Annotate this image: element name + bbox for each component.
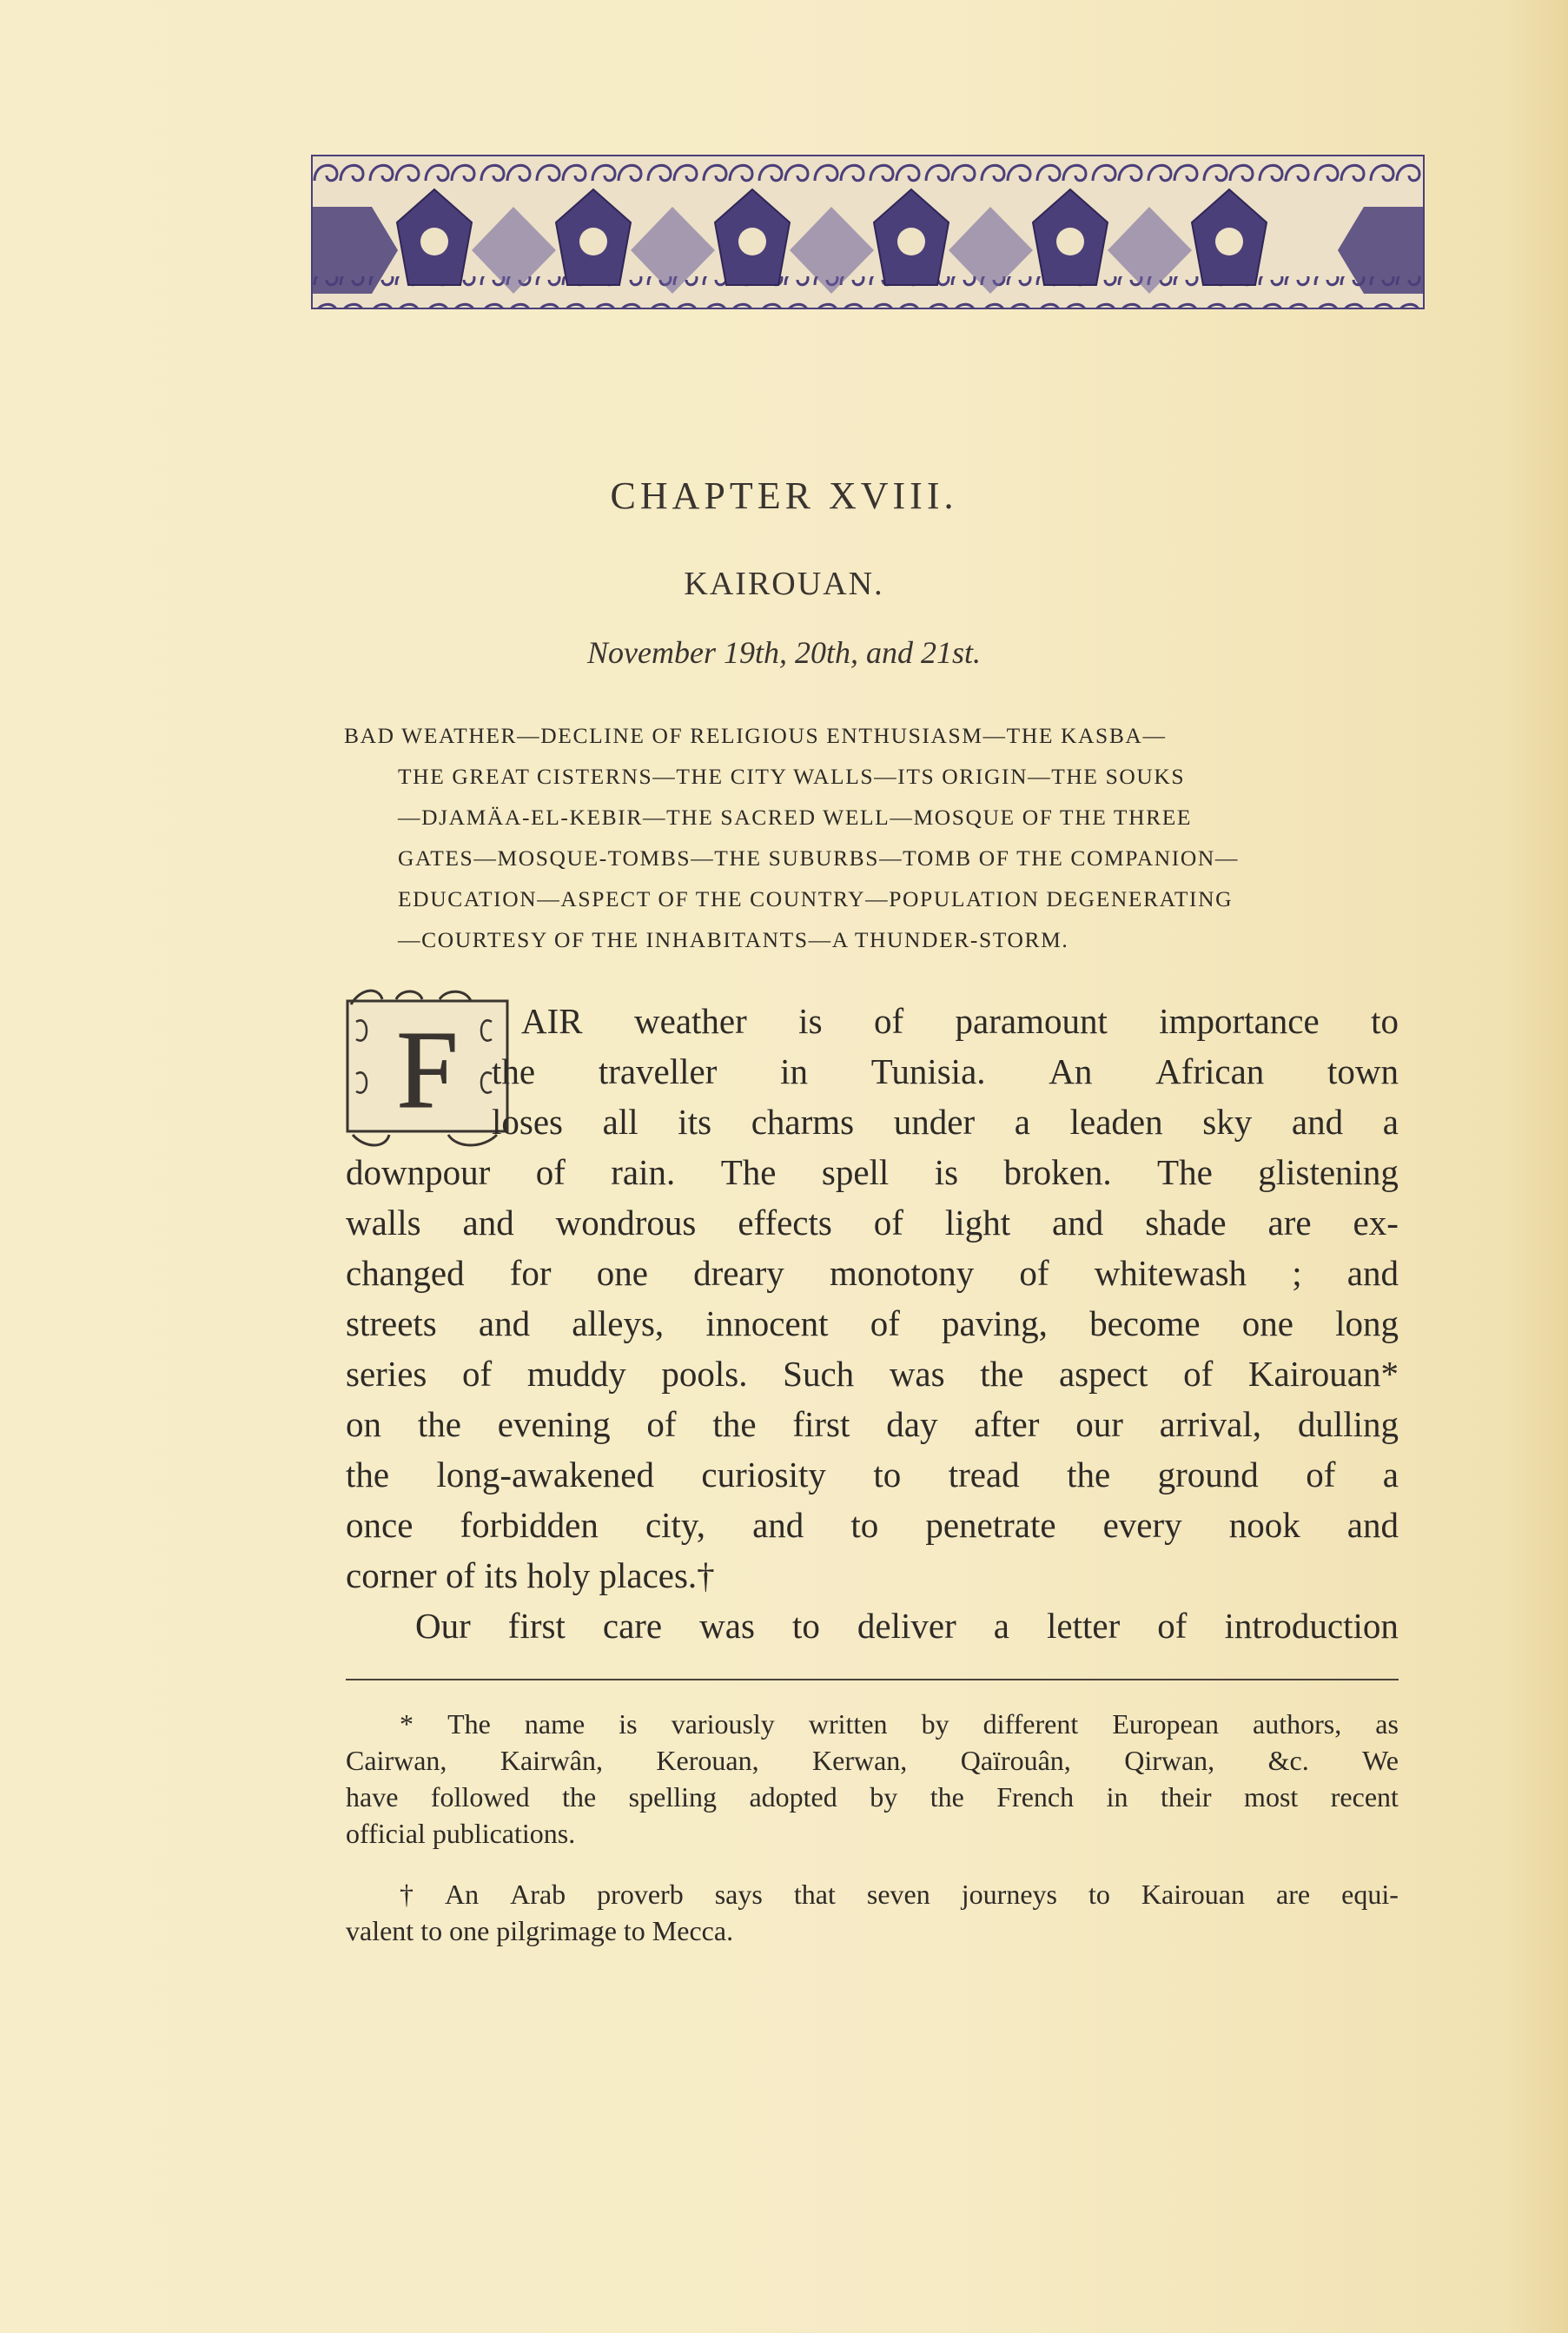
body-line: walls and wondrous effects of light and shade are ex-	[346, 1203, 1399, 1243]
summary-line: GATES—MOSQUE-TOMBS—THE SUBURBS—TOMB OF THE COMPANION—	[398, 845, 1239, 871]
summary-line: —COURTESY OF THE INHABITANTS—A THUNDER-STORM.	[398, 927, 1069, 952]
body-line: streets and alleys, innocent of paving, become one long	[346, 1303, 1399, 1343]
footnotes	[346, 1706, 1399, 1949]
body-line: series of muddy pools. Such was the aspect of Kairouan*	[346, 1354, 1399, 1394]
body-text	[346, 996, 1399, 1651]
footnote-line: * The name is variously written by different European authors, as	[400, 1708, 1399, 1740]
body-line: downpour of rain. The spell is broken. The glistening	[346, 1152, 1399, 1192]
body-line: the long-awakened curiosity to tread the ground of a	[346, 1455, 1399, 1495]
body-line: loses all its charms under a leaden sky and a	[492, 1102, 1399, 1142]
footnote-gap	[346, 1852, 1399, 1876]
summary-line: EDUCATION—ASPECT OF THE COUNTRY—POPULATION DEGENERATING	[398, 886, 1234, 911]
chapter-place-title: KAIROUAN.	[684, 566, 884, 602]
footnote-divider	[346, 1679, 1399, 1680]
initial-letter-glyph: F	[396, 1008, 459, 1131]
body-line: AIR weather is of paramount importance to	[521, 1001, 1399, 1041]
body-line: corner of its holy places.†	[346, 1555, 715, 1595]
body-line: once forbidden city, and to penetrate every nook and	[346, 1505, 1399, 1545]
footnote-line: have followed the spelling adopted by the French in their most recent	[346, 1781, 1399, 1813]
body-line: Our first care was to deliver a letter of introduction	[415, 1606, 1399, 1646]
footnote-line: Cairwan, Kairwân, Kerouan, Kerwan, Qaïrouân, Qirwan, &c. We	[346, 1745, 1399, 1776]
summary-line: —DJAMÄA-EL-KEBIR—THE SACRED WELL—MOSQUE OF THE THREE	[398, 805, 1193, 830]
summary-line: THE GREAT CISTERNS—THE CITY WALLS—ITS ORIGIN—THE SOUKS	[398, 764, 1186, 789]
chapter-summary	[344, 715, 1395, 960]
body-line: the traveller in Tunisia. An African town	[492, 1051, 1399, 1091]
footnote-line: official publications.	[346, 1818, 576, 1849]
arabesque-banner-ornament	[311, 155, 1425, 309]
body-line: on the evening of the first day after our arrival, dulling	[346, 1404, 1399, 1444]
body-line: changed for one dreary monotony of whitewash ; and	[346, 1253, 1399, 1293]
chapter-heading: CHAPTER XVIII.	[610, 474, 958, 517]
summary-line: BAD WEATHER—DECLINE OF RELIGIOUS ENTHUSIASM—THE KASBA—	[344, 723, 1167, 748]
footnote-line: valent to one pilgrimage to Mecca.	[346, 1915, 734, 1946]
chapter-dates: November 19th, 20th, and 21st.	[587, 635, 981, 670]
footnote-line: † An Arab proverb says that seven journeys to Kairouan are equi-	[400, 1879, 1399, 1910]
